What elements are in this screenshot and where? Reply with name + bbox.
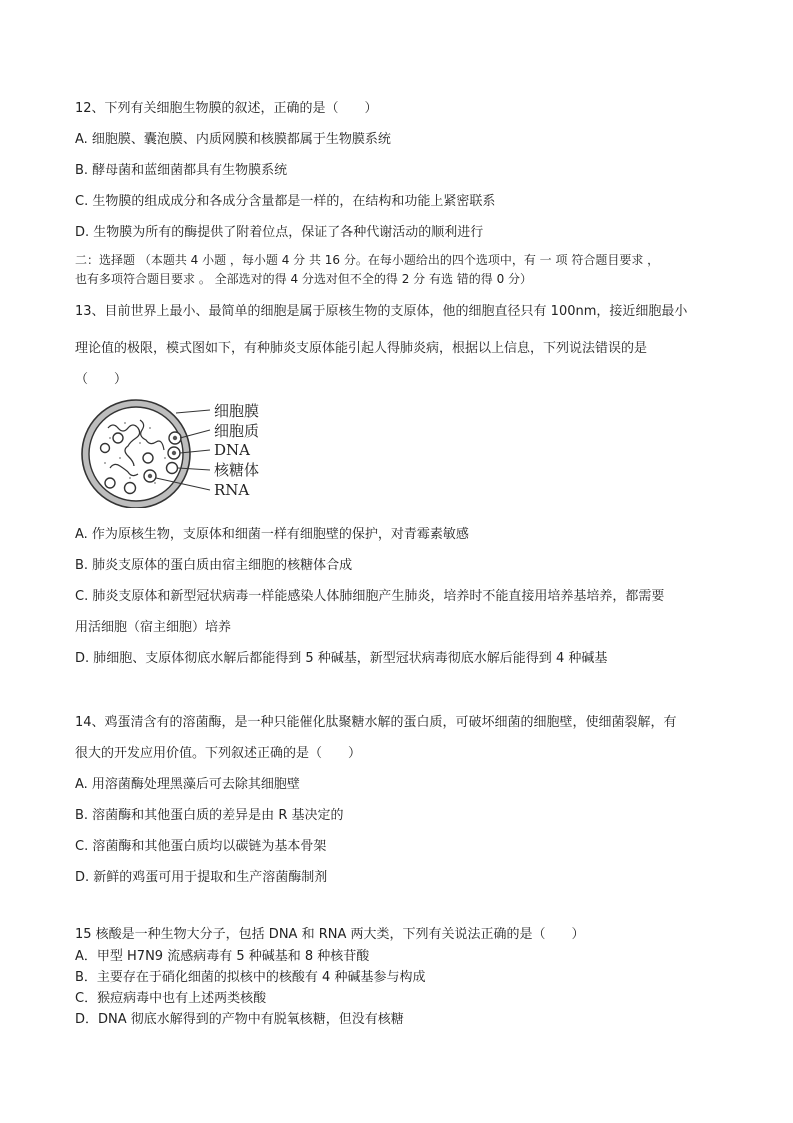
q14-option-b: B. 溶菌酶和其他蛋白质的差异是由 R 基决定的 bbox=[75, 808, 344, 823]
q13-option-c-line1: C. 肺炎支原体和新型冠状病毒一样能感染人体肺细胞产生肺炎，培养时不能直接用培养基培养，都需要 bbox=[75, 589, 665, 604]
label-cell-membrane: 细胞膜 bbox=[214, 402, 260, 420]
q14-option-d: D. 新鲜的鸡蛋可用于提取和生产溶菌酶制剂 bbox=[75, 870, 328, 885]
q15-option-d: D．DNA 彻底水解得到的产物中有脱氧核糖，但没有核糖 bbox=[75, 1012, 404, 1027]
label-cytoplasm: 细胞质 bbox=[214, 422, 260, 440]
q12-option-a: A. 细胞膜、囊泡膜、内质网膜和核膜都属于生物膜系统 bbox=[75, 132, 391, 147]
q14-option-a: A. 用溶菌酶处理黑藻后可去除其细胞壁 bbox=[75, 777, 300, 792]
q13-stem-line2: 理论值的极限，模式图如下，有种肺炎支原体能引起人得肺炎病，根据以上信息，下列说法错误的是 bbox=[75, 341, 648, 356]
label-ribosome: 核糖体 bbox=[214, 461, 260, 479]
section2-instructions-line1: 二：选择题 （本题共 4 小题 ，每小题 4 分 共 16 分。在每小题给出的四个选项中，有 一 项 符合题目要求 ， bbox=[75, 253, 660, 267]
q13-option-b: B. 肺炎支原体的蛋白质由宿主细胞的核糖体合成 bbox=[75, 558, 353, 573]
q13-stem-line1: 13、目前世界上最小、最简单的细胞是属于原核生物的支原体，他的细胞直径只有 100nm，接近细胞最小 bbox=[75, 304, 688, 319]
q14-stem-line1: 14、鸡蛋清含有的溶菌酶，是一种只能催化肽聚糖水解的蛋白质，可破坏细菌的细胞壁，使细菌裂解，有 bbox=[75, 715, 677, 730]
label-dna: DNA bbox=[214, 441, 250, 459]
q13-option-a: A. 作为原核生物，支原体和细菌一样有细胞壁的保护，对青霉素敏感 bbox=[75, 527, 469, 542]
q13-stem-line3: （ ） bbox=[75, 372, 128, 387]
q14-option-c: C. 溶菌酶和其他蛋白质均以碳链为基本骨架 bbox=[75, 839, 327, 854]
mycoplasma-diagram bbox=[80, 398, 290, 508]
q14-stem-line2: 很大的开发应用价值。下列叙述正确的是（ ） bbox=[75, 746, 362, 761]
q12-option-b: B. 酵母菌和蓝细菌都具有生物膜系统 bbox=[75, 163, 288, 178]
q13-option-c-line2: 用活细胞（宿主细胞）培养 bbox=[75, 620, 232, 635]
q12-option-d: D. 生物膜为所有的酶提供了附着位点，保证了各种代谢活动的顺利进行 bbox=[75, 225, 484, 240]
section2-instructions-line2: 也有多项符合题目要求 。 全部选对的得 4 分选对但不全的得 2 分 有选 错的得 0 分） bbox=[75, 272, 533, 286]
q15-option-b: B．主要存在于硝化细菌的拟核中的核酸有 4 种碱基参与构成 bbox=[75, 970, 426, 985]
q15-stem: 15 核酸是一种生物大分子，包括 DNA 和 RNA 两大类，下列有关说法正确的是（ ） bbox=[75, 927, 585, 942]
q15-option-a: A．甲型 H7N9 流感病毒有 5 种碱基和 8 种核苷酸 bbox=[75, 949, 370, 964]
label-rna: RNA bbox=[214, 481, 250, 499]
q12-stem: 12、下列有关细胞生物膜的叙述，正确的是（ ） bbox=[75, 101, 378, 116]
q15-option-c: C．猴痘病毒中也有上述两类核酸 bbox=[75, 991, 267, 1006]
q13-option-d: D. 肺细胞、支原体彻底水解后都能得到 5 种碱基，新型冠状病毒彻底水解后能得到 4 种碱基 bbox=[75, 651, 608, 666]
q12-option-c: C. 生物膜的组成成分和各成分含量都是一样的，在结构和功能上紧密联系 bbox=[75, 194, 496, 209]
